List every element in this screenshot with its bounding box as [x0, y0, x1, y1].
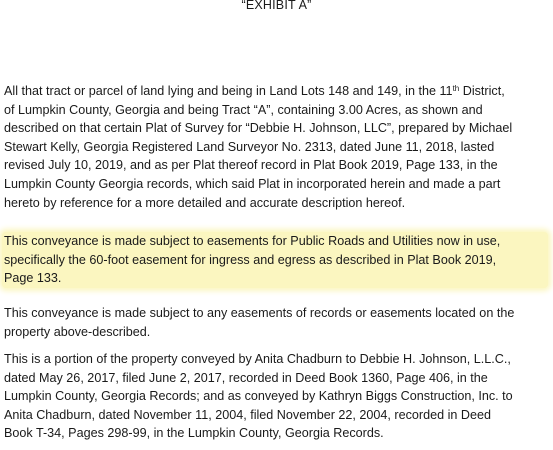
paragraph-line: This is a portion of the property conveyed by Anita Chadburn to Debbie H. Johnson, L.L.C., [4, 352, 511, 366]
paragraph-line: revised July 10, 2019, and as per Plat thereof record in Plat Book 2019, Page 133, in the [4, 158, 498, 173]
paragraph-line: hereto by reference for a more detailed and accurate description hereof. [4, 195, 406, 210]
chain-of-title-paragraph [4, 350, 550, 443]
paragraph-line: Stewart Kelly, Georgia Registered Land Surveyor No. 2313, dated June 11, 2018, lasted [4, 139, 495, 154]
paragraph-line: described on that certain Plat of Survey for “Debbie H. Johnson, LLC”, prepared by Michael [4, 121, 513, 136]
paragraph-line: This conveyance is made subject to easements for Public Roads and Utilities now in use, [4, 234, 501, 248]
paragraph-line: property above-described. [4, 324, 151, 339]
paragraph-line: Lumpkin County Georgia records, which said Plat in incorporated herein and made a part [4, 176, 501, 191]
paragraph-line: dated May 26, 2017, filed June 2, 2017, recorded in Deed Book 1360, Page 406, in the [4, 370, 488, 385]
paragraph-line: All that tract or parcel of land lying and being in Land Lots 148 and 149, in the 11th District, [4, 84, 505, 98]
legal-description-paragraph [4, 82, 550, 212]
paragraph-line: specifically the 60-foot easement for ingress and egress as described in Plat Book 2019, [4, 252, 497, 267]
exhibit-title: “EXHIBIT A” [241, 0, 312, 12]
paragraph-line: Book T-34, Pages 298-99, in the Lumpkin County, Georgia Records. [4, 426, 384, 441]
paragraph-line: This conveyance is made subject to any easements of records or easements located on the [4, 306, 515, 320]
paragraph-line: Anita Chadburn, dated November 11, 2004, filed November 22, 2004, recorded in Deed [4, 407, 492, 422]
highlighted-easement-paragraph [2, 232, 548, 288]
paragraph-line: Lumpkin County, Georgia Records; and as conveyed by Kathryn Biggs Construction, Inc. to [4, 389, 513, 404]
paragraph-line: Page 133. [4, 271, 62, 286]
paragraph-line: of Lumpkin County, Georgia and being Tract “A”, containing 3.00 Acres, as shown and [4, 102, 483, 117]
easements-of-record-paragraph [4, 304, 550, 341]
